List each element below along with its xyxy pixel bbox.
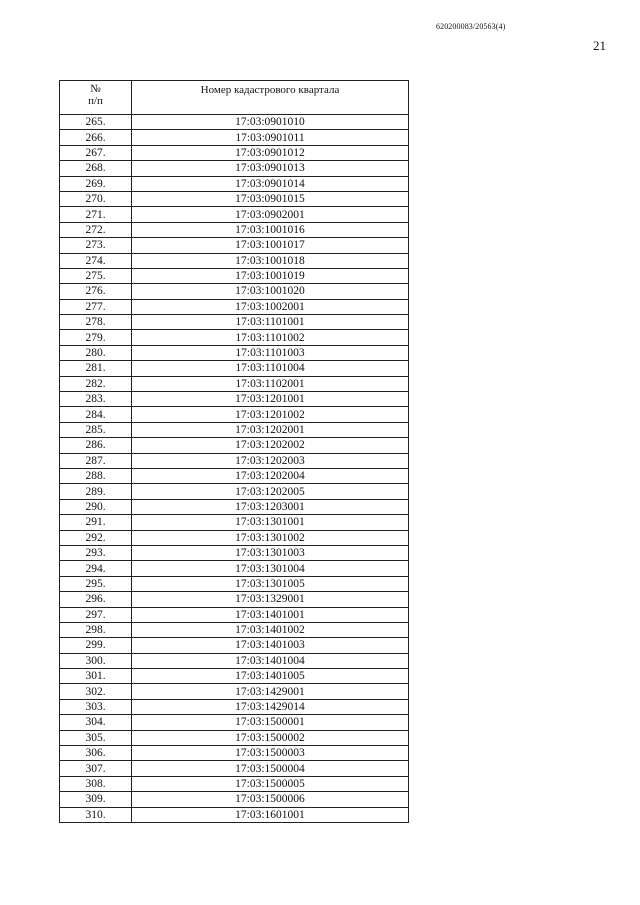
row-cadastral-number: 17:03:1001020 bbox=[132, 284, 409, 299]
table-row bbox=[60, 376, 409, 391]
header-number bbox=[60, 81, 132, 115]
row-number: 275. bbox=[60, 268, 132, 283]
row-cadastral-number: 17:03:1329001 bbox=[132, 592, 409, 607]
row-cadastral-number: 17:03:0902001 bbox=[132, 207, 409, 222]
row-number: 304. bbox=[60, 715, 132, 730]
row-number: 285. bbox=[60, 422, 132, 437]
row-number: 287. bbox=[60, 453, 132, 468]
table-row bbox=[60, 176, 409, 191]
row-number: 270. bbox=[60, 191, 132, 206]
row-number: 266. bbox=[60, 130, 132, 145]
table-row bbox=[60, 361, 409, 376]
table-row bbox=[60, 453, 409, 468]
table-row bbox=[60, 499, 409, 514]
row-number: 274. bbox=[60, 253, 132, 268]
table-row bbox=[60, 238, 409, 253]
row-number: 269. bbox=[60, 176, 132, 191]
row-cadastral-number: 17:03:1500002 bbox=[132, 730, 409, 745]
table-row bbox=[60, 561, 409, 576]
row-number: 280. bbox=[60, 345, 132, 360]
row-number: 310. bbox=[60, 807, 132, 822]
row-cadastral-number: 17:03:1500004 bbox=[132, 761, 409, 776]
row-number: 305. bbox=[60, 730, 132, 745]
row-cadastral-number: 17:03:1001019 bbox=[132, 268, 409, 283]
table-row bbox=[60, 330, 409, 345]
table-row bbox=[60, 592, 409, 607]
row-number: 300. bbox=[60, 653, 132, 668]
table-row bbox=[60, 468, 409, 483]
row-cadastral-number: 17:03:0901014 bbox=[132, 176, 409, 191]
row-cadastral-number: 17:03:1500001 bbox=[132, 715, 409, 730]
row-cadastral-number: 17:03:1202001 bbox=[132, 422, 409, 437]
row-cadastral-number: 17:03:1301005 bbox=[132, 576, 409, 591]
row-cadastral-number: 17:03:1201002 bbox=[132, 407, 409, 422]
table-row bbox=[60, 776, 409, 791]
row-number: 289. bbox=[60, 484, 132, 499]
table-row bbox=[60, 315, 409, 330]
row-number: 277. bbox=[60, 299, 132, 314]
table-row bbox=[60, 284, 409, 299]
row-number: 271. bbox=[60, 207, 132, 222]
row-cadastral-number: 17:03:1401001 bbox=[132, 607, 409, 622]
row-number: 284. bbox=[60, 407, 132, 422]
table-row bbox=[60, 638, 409, 653]
table-row bbox=[60, 268, 409, 283]
document-code: 620200083/20563(4) bbox=[436, 22, 506, 31]
table-row bbox=[60, 669, 409, 684]
table-row bbox=[60, 392, 409, 407]
table-row bbox=[60, 299, 409, 314]
row-cadastral-number: 17:03:1001018 bbox=[132, 253, 409, 268]
table-row bbox=[60, 576, 409, 591]
row-number: 267. bbox=[60, 145, 132, 160]
row-number: 290. bbox=[60, 499, 132, 514]
row-number: 281. bbox=[60, 361, 132, 376]
row-number: 297. bbox=[60, 607, 132, 622]
row-number: 273. bbox=[60, 238, 132, 253]
row-number: 272. bbox=[60, 222, 132, 237]
table-row bbox=[60, 345, 409, 360]
table-row bbox=[60, 253, 409, 268]
row-number: 293. bbox=[60, 545, 132, 560]
row-number: 308. bbox=[60, 776, 132, 791]
row-number: 307. bbox=[60, 761, 132, 776]
row-cadastral-number: 17:03:1401005 bbox=[132, 669, 409, 684]
header-number-abbr: п/п bbox=[88, 95, 103, 107]
row-cadastral-number: 17:03:1203001 bbox=[132, 499, 409, 514]
row-number: 288. bbox=[60, 468, 132, 483]
row-cadastral-number: 17:03:1301003 bbox=[132, 545, 409, 560]
row-cadastral-number: 17:03:1401003 bbox=[132, 638, 409, 653]
row-number: 279. bbox=[60, 330, 132, 345]
table-row bbox=[60, 530, 409, 545]
row-cadastral-number: 17:03:1429014 bbox=[132, 699, 409, 714]
row-number: 298. bbox=[60, 622, 132, 637]
table-row bbox=[60, 207, 409, 222]
row-number: 276. bbox=[60, 284, 132, 299]
page-number: 21 bbox=[593, 38, 606, 53]
row-cadastral-number: 17:03:1500005 bbox=[132, 776, 409, 791]
row-cadastral-number: 17:03:1401004 bbox=[132, 653, 409, 668]
row-number: 302. bbox=[60, 684, 132, 699]
row-cadastral-number: 17:03:0901013 bbox=[132, 161, 409, 176]
row-number: 301. bbox=[60, 669, 132, 684]
table-row bbox=[60, 622, 409, 637]
row-cadastral-number: 17:03:1201001 bbox=[132, 392, 409, 407]
cadastral-quarters-table bbox=[59, 80, 409, 823]
row-cadastral-number: 17:03:0901012 bbox=[132, 145, 409, 160]
table-row bbox=[60, 684, 409, 699]
row-number: 283. bbox=[60, 392, 132, 407]
row-cadastral-number: 17:03:1002001 bbox=[132, 299, 409, 314]
table-row bbox=[60, 438, 409, 453]
table-row bbox=[60, 145, 409, 160]
table-row bbox=[60, 422, 409, 437]
table-row bbox=[60, 222, 409, 237]
table-row bbox=[60, 699, 409, 714]
header-number-symbol: № bbox=[90, 83, 101, 95]
row-cadastral-number: 17:03:1202002 bbox=[132, 438, 409, 453]
row-cadastral-number: 17:03:1101001 bbox=[132, 315, 409, 330]
row-cadastral-number: 17:03:1001017 bbox=[132, 238, 409, 253]
table-row bbox=[60, 545, 409, 560]
row-cadastral-number: 17:03:1202003 bbox=[132, 453, 409, 468]
row-cadastral-number: 17:03:1301004 bbox=[132, 561, 409, 576]
row-cadastral-number: 17:03:1500006 bbox=[132, 792, 409, 807]
table-row bbox=[60, 761, 409, 776]
table-row bbox=[60, 607, 409, 622]
row-cadastral-number: 17:03:1101003 bbox=[132, 345, 409, 360]
table-row bbox=[60, 407, 409, 422]
row-cadastral-number: 17:03:1301001 bbox=[132, 515, 409, 530]
row-number: 282. bbox=[60, 376, 132, 391]
row-number: 295. bbox=[60, 576, 132, 591]
row-cadastral-number: 17:03:1500003 bbox=[132, 746, 409, 761]
row-cadastral-number: 17:03:0901011 bbox=[132, 130, 409, 145]
row-cadastral-number: 17:03:1202005 bbox=[132, 484, 409, 499]
row-cadastral-number: 17:03:1429001 bbox=[132, 684, 409, 699]
row-number: 309. bbox=[60, 792, 132, 807]
table-row bbox=[60, 746, 409, 761]
row-number: 278. bbox=[60, 315, 132, 330]
table-row bbox=[60, 115, 409, 130]
row-number: 286. bbox=[60, 438, 132, 453]
table-row bbox=[60, 130, 409, 145]
table-row bbox=[60, 191, 409, 206]
row-cadastral-number: 17:03:1202004 bbox=[132, 468, 409, 483]
row-number: 299. bbox=[60, 638, 132, 653]
row-number: 296. bbox=[60, 592, 132, 607]
row-cadastral-number: 17:03:0901010 bbox=[132, 115, 409, 130]
table-row bbox=[60, 515, 409, 530]
table-row bbox=[60, 715, 409, 730]
row-number: 303. bbox=[60, 699, 132, 714]
table-body bbox=[60, 115, 409, 823]
row-cadastral-number: 17:03:1001016 bbox=[132, 222, 409, 237]
row-number: 291. bbox=[60, 515, 132, 530]
table-row bbox=[60, 792, 409, 807]
table-row bbox=[60, 161, 409, 176]
row-number: 306. bbox=[60, 746, 132, 761]
row-cadastral-number: 17:03:1101004 bbox=[132, 361, 409, 376]
row-number: 265. bbox=[60, 115, 132, 130]
row-cadastral-number: 17:03:1102001 bbox=[132, 376, 409, 391]
row-cadastral-number: 17:03:1601001 bbox=[132, 807, 409, 822]
row-number: 294. bbox=[60, 561, 132, 576]
row-cadastral-number: 17:03:1401002 bbox=[132, 622, 409, 637]
table-row bbox=[60, 807, 409, 822]
table-header-row bbox=[60, 81, 409, 115]
header-cadastral-number: Номер кадастрового квартала bbox=[132, 81, 409, 115]
row-cadastral-number: 17:03:0901015 bbox=[132, 191, 409, 206]
table-row bbox=[60, 653, 409, 668]
table-row bbox=[60, 730, 409, 745]
row-cadastral-number: 17:03:1101002 bbox=[132, 330, 409, 345]
table-row bbox=[60, 484, 409, 499]
row-cadastral-number: 17:03:1301002 bbox=[132, 530, 409, 545]
row-number: 268. bbox=[60, 161, 132, 176]
row-number: 292. bbox=[60, 530, 132, 545]
